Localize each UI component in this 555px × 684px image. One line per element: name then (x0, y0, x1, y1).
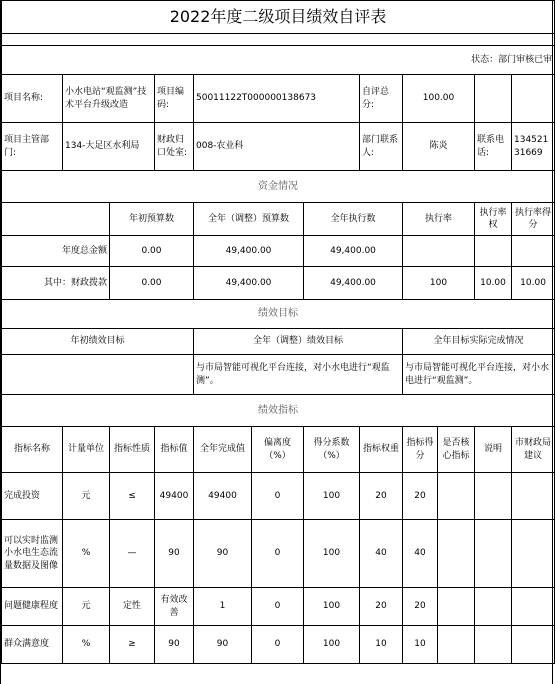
self-score-label: 自评总分: (360, 75, 403, 123)
indicator-cell (438, 626, 475, 664)
funds-header: 执行率 (403, 203, 475, 236)
indicator-cell (438, 520, 475, 588)
indicator-cell (475, 473, 512, 520)
indicator-cell: 90 (155, 626, 194, 664)
indicator-cell (512, 626, 555, 664)
indicator-cell: — (110, 520, 155, 588)
goals-cell: 与市局智能可视化平台连接，对小水电进行“观监测”。 (194, 355, 403, 395)
indicator-cell: 100 (304, 626, 360, 664)
indicator-cell (512, 520, 555, 588)
self-score-value: 100.00 (403, 75, 475, 123)
funds-cell: 49,400.00 (194, 236, 304, 267)
funds-header: 执行率权 (475, 203, 512, 236)
goals-section-title: 绩效目标 (2, 300, 555, 329)
funds-cell (512, 236, 555, 267)
indicator-header: 指标性质 (110, 427, 155, 473)
indicator-cell: 1 (194, 588, 252, 626)
indicator-cell (512, 473, 555, 520)
spacer-row (2, 34, 555, 46)
funds-cell: 49,400.00 (304, 267, 403, 300)
finance-office-label: 财政归口处室: (155, 123, 194, 171)
indicator-header: 指标名称 (2, 427, 63, 473)
empty-cell (475, 75, 512, 123)
funds-cell: 0.00 (110, 236, 194, 267)
indicator-cell: 0 (252, 520, 304, 588)
indicator-name: 可以实时监测小水电生态流量数据及图像 (2, 520, 63, 588)
indicator-header: 偏离度（%） (252, 427, 304, 473)
goals-header: 全年（调整）绩效目标 (194, 329, 403, 355)
indicator-name: 完成投资 (2, 473, 63, 520)
project-code-label: 项目编码: (155, 75, 194, 123)
indicator-header: 说明 (475, 427, 512, 473)
form-table (1, 0, 555, 664)
indicator-cell: 40 (360, 520, 403, 588)
indicator-cell: 49400 (155, 473, 194, 520)
indicator-cell: 90 (194, 626, 252, 664)
empty-cell (512, 75, 555, 123)
indicator-name: 群众满意度 (2, 626, 63, 664)
indicator-cell: 20 (403, 473, 438, 520)
funds-cell: 10.00 (475, 267, 512, 300)
indicator-header: 市财政局建议 (512, 427, 555, 473)
indicator-cell: 100 (304, 520, 360, 588)
funds-section-title: 资金情况 (2, 171, 555, 203)
indicator-cell (512, 588, 555, 626)
indicator-cell: 20 (360, 473, 403, 520)
funds-cell: 100 (403, 267, 475, 300)
indicators-section-title: 绩效指标 (2, 395, 555, 427)
indicator-header: 指标权重 (360, 427, 403, 473)
contact-label: 部门联系人: (360, 123, 403, 171)
funds-header: 全年执行数 (304, 203, 403, 236)
contact-value: 陈炎 (403, 123, 475, 171)
indicator-cell: 100 (304, 588, 360, 626)
page-title: 2022年度二级项目绩效自评表 (2, 1, 555, 34)
funds-header: 年初预算数 (110, 203, 194, 236)
indicator-header: 是否核心指标 (438, 427, 475, 473)
project-code-value: 50011122T000000138673 (194, 75, 360, 123)
indicator-cell: 0 (252, 588, 304, 626)
funds-cell: 49,400.00 (194, 267, 304, 300)
phone-value: 13452131669 (512, 123, 555, 171)
indicator-cell: 0 (252, 473, 304, 520)
funds-cell: 10.00 (512, 267, 555, 300)
indicator-cell: 90 (155, 520, 194, 588)
goals-header: 年初绩效目标 (2, 329, 194, 355)
indicator-header: 计量单位 (63, 427, 110, 473)
funds-cell (475, 236, 512, 267)
finance-office-value: 008-农业科 (194, 123, 360, 171)
project-name-label: 项目名称: (2, 75, 63, 123)
phone-label: 联系电话: (475, 123, 512, 171)
indicator-cell: 10 (360, 626, 403, 664)
indicator-cell (475, 626, 512, 664)
indicator-cell: 有效改善 (155, 588, 194, 626)
indicator-cell: 90 (194, 520, 252, 588)
indicator-cell: ≥ (110, 626, 155, 664)
indicator-header: 全年完成值 (194, 427, 252, 473)
funds-cell (403, 236, 475, 267)
indicator-cell: 49400 (194, 473, 252, 520)
funds-row-label: 年度总金额 (2, 236, 110, 267)
indicator-cell: 定性 (110, 588, 155, 626)
indicator-cell: 元 (63, 473, 110, 520)
indicator-cell: 20 (360, 588, 403, 626)
goals-header: 全年目标实际完成情况 (403, 329, 555, 355)
indicator-name: 问题健康程度 (2, 588, 63, 626)
funds-header: 全年（调整）预算数 (194, 203, 304, 236)
indicator-cell (475, 588, 512, 626)
funds-header: 执行率得分 (512, 203, 555, 236)
indicator-cell: 元 (63, 588, 110, 626)
indicator-cell (438, 588, 475, 626)
indicator-cell (475, 520, 512, 588)
goals-cell: 与市局智能可视化平台连接，对小水电进行“观监测”。 (403, 355, 555, 395)
indicator-header: 指标得分 (403, 427, 438, 473)
indicator-header: 得分系数（%） (304, 427, 360, 473)
funds-cell: 49,400.00 (304, 236, 403, 267)
project-name-value: 小水电站“观监测”技术平台升级改造 (63, 75, 155, 123)
status-text: 状态：部门审核已审 (2, 46, 555, 75)
dept-value: 134-大足区水利局 (63, 123, 155, 171)
indicator-cell: 0 (252, 626, 304, 664)
indicator-cell: 10 (403, 626, 438, 664)
indicator-cell: % (63, 520, 110, 588)
funds-cell: 0.00 (110, 267, 194, 300)
dept-label: 项目主管部门: (2, 123, 63, 171)
funds-row-label: 其中：财政拨款 (2, 267, 110, 300)
indicator-cell (438, 473, 475, 520)
indicator-cell: 100 (304, 473, 360, 520)
indicator-header: 指标值 (155, 427, 194, 473)
funds-header-blank (2, 203, 110, 236)
indicator-cell: 20 (403, 588, 438, 626)
indicator-cell: 40 (403, 520, 438, 588)
goals-cell (2, 355, 194, 395)
indicator-cell: ≤ (110, 473, 155, 520)
indicator-cell: % (63, 626, 110, 664)
